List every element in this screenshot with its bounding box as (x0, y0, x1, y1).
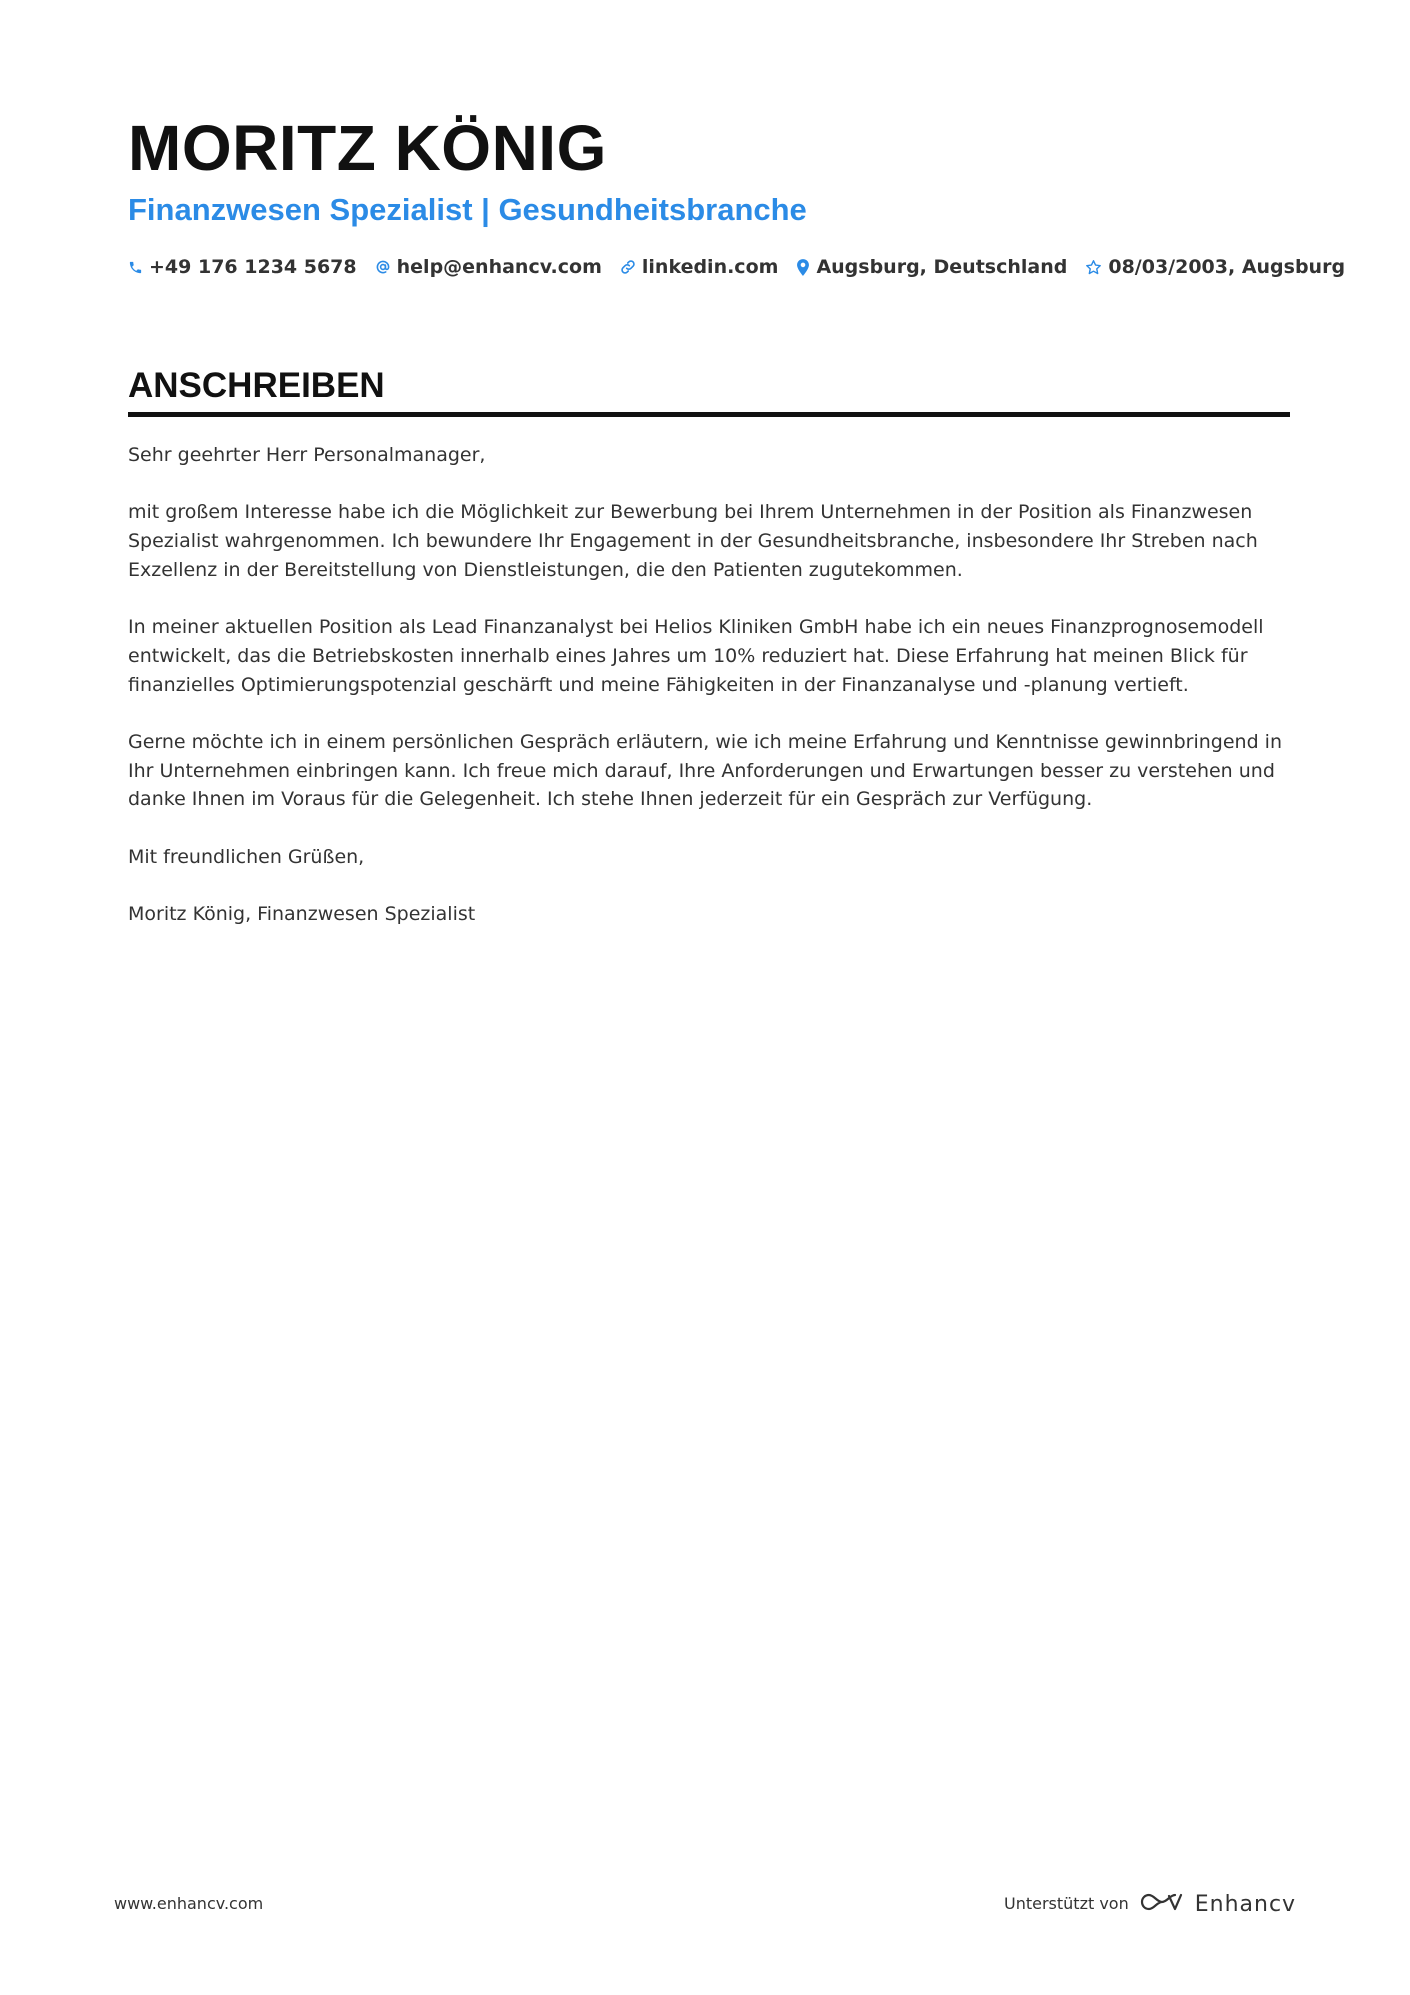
location-text: Augsburg, Deutschland (816, 256, 1068, 278)
birth-text: 08/03/2003, Augsburg (1108, 256, 1346, 278)
letter-body (128, 441, 1300, 958)
star-icon (1085, 259, 1102, 276)
phone-text: +49 176 1234 5678 (149, 256, 357, 278)
enhancv-logo-icon (1139, 1890, 1185, 1918)
linkedin-text[interactable]: linkedin.com (641, 256, 779, 278)
contact-email[interactable] (375, 252, 602, 282)
letter-paragraph: In meiner aktuellen Position als Lead Finanzanalyst bei Helios Kliniken GmbH habe ich ein neues Finanzprognosemodell entwickelt, das die Betriebskosten innerhalb eines Jahres um 10% reduziert hat. Diese Erfahrung hat meinen Blick für finanzielles Optimierungspotenzial geschärft und meine Fähigkeiten in der Finanzanalyse und -planung vertieft. (128, 616, 1264, 696)
contact-bar (128, 252, 1345, 282)
link-icon (620, 259, 636, 275)
letter-paragraph: Gerne möchte ich in einem persönlichen Gespräch erläutern, wie ich meine Erfahrung und Kenntnisse gewinnbringend in Ihr Unternehmen einbringen kann. Ich freue mich darauf, Ihre Anforderungen und Erwartungen besser zu verstehen und danke Ihnen im Voraus für die Gelegenheit. Ich stehe Ihnen jederzeit für ein Gespräch zur Verfügung. (128, 730, 1282, 811)
phone-icon (128, 260, 143, 275)
footer-url[interactable]: www.enhancv.com (114, 1894, 264, 1913)
contact-linkedin[interactable] (620, 252, 779, 282)
at-icon (375, 259, 391, 275)
contact-phone (128, 252, 357, 282)
location-pin-icon (796, 259, 810, 276)
letter-closing: Mit freundlichen Grüßen, (128, 845, 365, 868)
applicant-title: Finanzwesen Spezialist | Gesundheitsbranche (128, 192, 807, 227)
email-text[interactable]: help@enhancv.com (396, 256, 602, 278)
letter-signature: Moritz König, Finanzwesen Spezialist (128, 903, 476, 926)
contact-location (796, 252, 1067, 282)
letter-paragraph: mit großem Interesse habe ich die Möglichkeit zur Bewerbung bei Ihrem Unternehmen in der Position als Finanzwesen Spezialist wahrgenommen. Ich bewundere Ihr Engagement in der Gesundheitsbranche, insbesondere Ihr Streben nach Exzellenz in der Bereitstellung von Dienstleistungen, die den Patienten zugutekommen. (128, 501, 1258, 581)
brand-name: Enhancv (1194, 1891, 1297, 1917)
section-heading: ANSCHREIBEN (128, 364, 1290, 417)
contact-birth (1085, 252, 1345, 282)
powered-by[interactable] (1004, 1890, 1296, 1918)
letter-salutation: Sehr geehrter Herr Personalmanager, (128, 444, 486, 466)
powered-label: Unterstützt von (1004, 1894, 1129, 1913)
applicant-name: MORITZ KÖNIG (128, 112, 607, 184)
